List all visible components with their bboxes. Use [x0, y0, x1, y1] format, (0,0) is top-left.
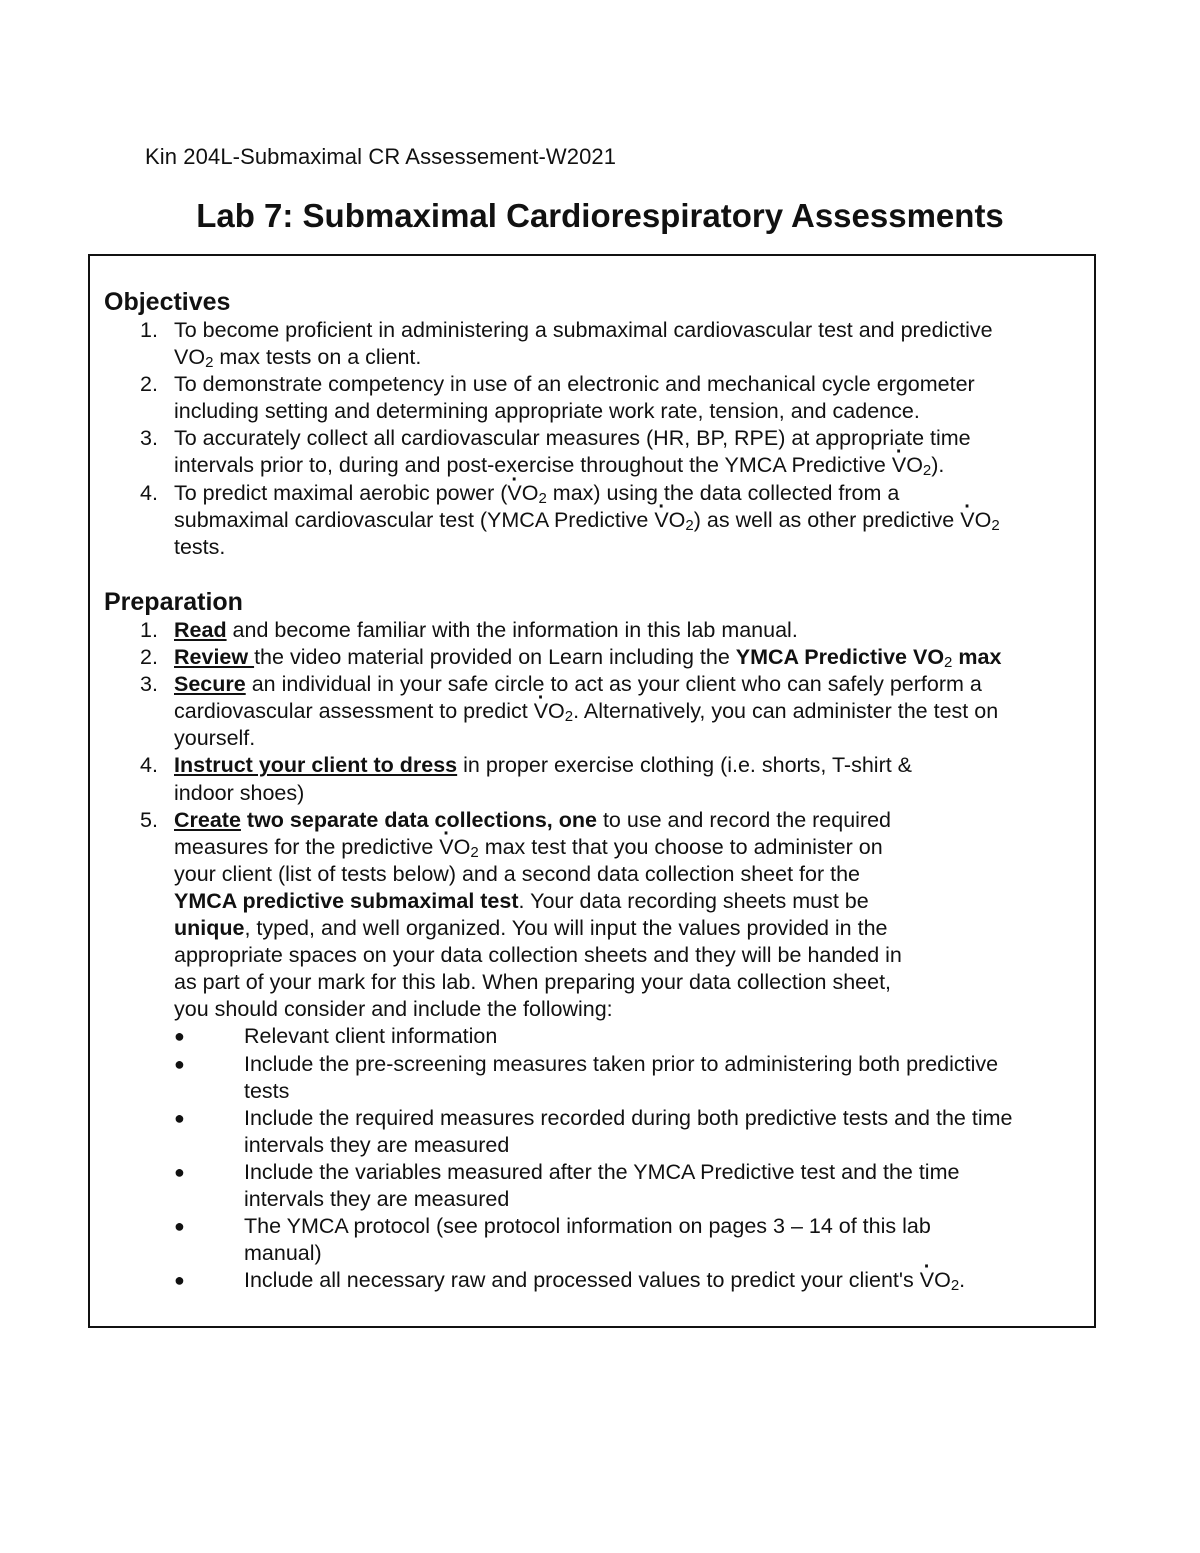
objective-item: 3. To accurately collect all cardiovascular measures (HR, BP, RPE) at appropriate time intervals prior to, during and post-exercise throughout the YMCA Predictive · $VO_2$).: [104, 425, 1089, 479]
checklist-item: ● Include the required measures recorded during both predictive tests and the time intervals they are measured: [174, 1105, 1013, 1157]
checklist-item: ● The YMCA protocol (see protocol information on pages 3 – 14 of this lab manual): [174, 1214, 931, 1266]
objective-item: 1. To become proficient in administering a submaximal cardiovascular test and predictive $VO_2$ max tests on a client.: [140, 318, 993, 372]
bullet-icon: ●: [174, 1026, 185, 1047]
objectives-section: [104, 287, 1089, 561]
preparation-item: 3. Secure an individual in your safe circle to act as your client who can safely perform a cardiovascular assessment to predict · $VO_2$. Alternatively, you can administer the test on yourself.: [104, 671, 1089, 752]
checklist-item: ● Include the pre-screening measures taken prior to administering both predictive tests: [174, 1051, 999, 1103]
item-number: 3.: [140, 426, 158, 451]
item-number: 2.: [140, 372, 158, 397]
checklist-item: ● Relevant client information: [174, 1023, 1089, 1050]
item-number: 4.: [140, 480, 158, 505]
page-title: Lab 7: Submaximal Cardiorespiratory Assessments: [196, 197, 1004, 234]
checklist-item: ● Include all necessary raw and processed values to predict your client's · $VO_2$.: [174, 1267, 1089, 1294]
item-number: 5.: [140, 807, 158, 832]
bullet-icon: ●: [174, 1053, 185, 1074]
item-number: 1.: [140, 318, 158, 342]
objective-item: 4. To predict maximal aerobic power (· $VO_2$ max) using the data collected from a submaximal cardiovascular test (YMCA Predictive · $VO_2$) as well as other predictive · $VO_2$ tests.: [104, 480, 1089, 561]
course-header: Kin 204L-Submaximal CR Assessement-W2021: [145, 144, 617, 169]
item-number: 2.: [140, 645, 158, 670]
bullet-icon: ●: [174, 1270, 185, 1291]
preparation-item: 1. Read and become familiar with the information in this lab manual.: [104, 617, 1089, 644]
bullet-icon: ●: [174, 1161, 185, 1182]
bullet-icon: ●: [174, 1107, 185, 1128]
preparation-item: 4. Instruct your client to dress in proper exercise clothing (i.e. shorts, T-shirt & indoor shoes): [140, 753, 913, 805]
data-sheet-checklist: [174, 1023, 1089, 1294]
preparation-heading: Preparation: [104, 588, 243, 616]
item-number: 3.: [140, 672, 158, 697]
preparation-list: [104, 617, 1089, 1294]
checklist-item: ● Include the variables measured after the YMCA Predictive test and the time intervals they are measured: [174, 1159, 960, 1211]
bullet-icon: ●: [174, 1216, 185, 1237]
objectives-list: [104, 317, 1089, 561]
item-number: 4.: [140, 753, 158, 778]
item-number: 1.: [140, 618, 158, 642]
objectives-heading: Objectives: [104, 288, 231, 316]
preparation-section: [104, 587, 1089, 1294]
objective-item: 2. To demonstrate competency in use of an electronic and mechanical cycle ergometer including setting and determining appropriate work rate, tension, and cadence.: [140, 372, 975, 424]
preparation-item: 2. Review the video material provided on Learn including the YMCA Predictive $VO_2$ max: [140, 645, 1002, 672]
preparation-item: 5. Create two separate data collections, one to use and record the required measures for the predictive · $VO_2$ max test that you choose to administer on your client (list of tests below) and a second data collection sheet for the YMCA predictive submaximal test. Your data recording sheets must be unique, typed, and well organized. You will input the values provided in the appropriate spaces on your data collection sheets and they will be handed in as part of your mark for this lab. When preparing your data collection sheet, you should consider and include the following: ● Relevant client information ● Include the pre-screening measures taken prior to administering both predictive tests ● Include the required measures recorded during both predictive tests and the time intervals they are measured ● Include the variables measured after the YMCA Predictive test and the time intervals they are measured ● The YMCA protocol (see protocol information on pages 3 – 14 of this lab manual) ● Include all necessary raw and processed values to predict your client's · $VO_2$.: [104, 807, 1089, 1295]
